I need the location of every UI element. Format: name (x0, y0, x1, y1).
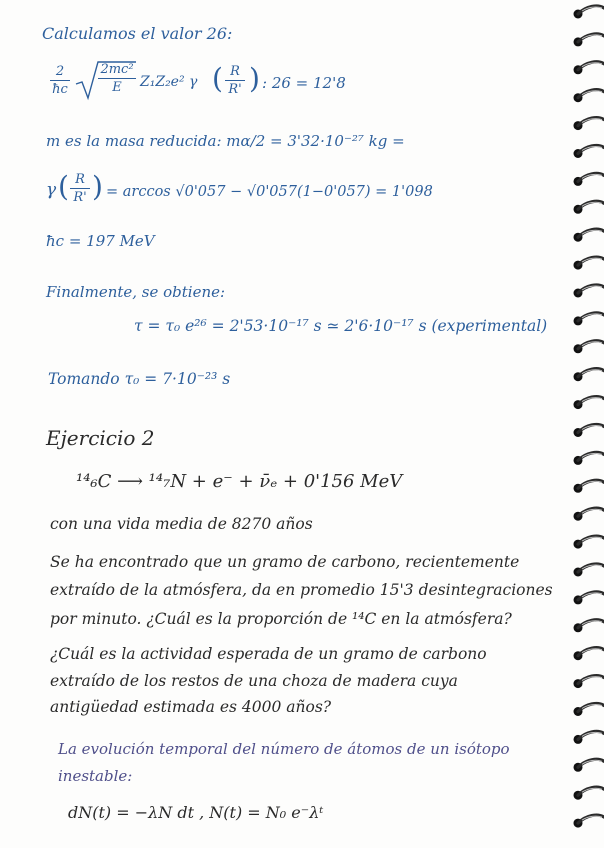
question-1-line-3: por minuto. ¿Cuál es la proporción de ¹⁴C en la atmósfera? (50, 610, 512, 628)
formula-middle: Z₁Z₂e² γ (140, 74, 198, 90)
spiral-ring (574, 6, 604, 19)
formula-denominator: ħc (52, 82, 68, 98)
sqrt-denominator: E (112, 80, 122, 96)
spiral-ring (574, 676, 604, 689)
line-hbar-c: ħc = 197 MeV (46, 232, 155, 250)
spiral-ring (574, 90, 604, 103)
spiral-ring (574, 118, 604, 131)
decay-reaction: ¹⁴₆C ⟶ ¹⁴₇N + e⁻ + ν̄ₑ + 0'156 MeV (76, 471, 403, 492)
spiral-ring (574, 536, 604, 549)
spiral-ring (574, 704, 604, 717)
spiral-ring (574, 285, 604, 298)
spiral-ring (574, 620, 604, 633)
line-calculate-value: Calculamos el valor 26: (42, 24, 233, 43)
sqrt-fraction (98, 62, 136, 95)
line-lifetime-result: τ = τ₀ e²⁶ = 2'53·10⁻¹⁷ s ≃ 2'6·10⁻¹⁷ s (experimental) (134, 317, 548, 335)
frac-r-prime: R' (228, 82, 242, 98)
paren-open: ( (212, 62, 223, 95)
question-2-line-2: extraído de los restos de una choza de madera cuya (50, 672, 458, 690)
spiral-ring (574, 508, 604, 521)
question-2-line-3: antigüedad estimada es 4000 años? (50, 698, 332, 716)
question-1-line-2: extraído de la atmósfera, da en promedio 15'3 desintegraciones (50, 581, 553, 599)
spiral-ring (574, 146, 604, 159)
spiral-ring (574, 397, 604, 410)
spiral-ring (574, 564, 604, 577)
gamma-symbol: γ (46, 180, 57, 200)
paren-close: ) (249, 62, 260, 95)
spiral-ring (574, 480, 604, 493)
decay-law-equations: dN(t) = −λN dt , N(t) = N₀ e⁻λᵗ (68, 803, 324, 822)
spiral-ring (574, 425, 604, 438)
heading-exercise-2: Ejercicio 2 (46, 426, 155, 450)
paren-open-2: ( (58, 170, 69, 203)
spiral-binding (564, 0, 604, 848)
spiral-ring (574, 369, 604, 382)
spiral-ring (574, 787, 604, 800)
decay-law-intro-1: La evolución temporal del número de átomos de un isótopo (58, 740, 510, 758)
line-reduced-mass: m es la masa reducida: mα/2 = 3'32·10⁻²⁷ kg = (46, 132, 405, 150)
spiral-ring (574, 313, 604, 326)
spiral-ring (574, 62, 604, 75)
formula-result: : 26 = 12'8 (262, 74, 346, 92)
frac-r: R (230, 64, 240, 79)
formula-numerator: 2 (55, 64, 65, 79)
spiral-ring (574, 173, 604, 186)
question-1-line-1: Se ha encontrado que un gramo de carbono, recientemente (50, 553, 520, 571)
formula-r-over-r-prime (225, 64, 245, 97)
spiral-ring (574, 731, 604, 744)
gamma-frac-r: R (75, 172, 85, 187)
spiral-ring (574, 229, 604, 242)
decay-law-intro-2: inestable: (58, 767, 133, 785)
spiral-ring (574, 452, 604, 465)
question-2-line-1: ¿Cuál es la actividad esperada de un gramo de carbono (50, 645, 487, 663)
line-mean-life: con una vida media de 8270 años (50, 515, 313, 533)
line-taking-tau0: Tomando τ₀ = 7·10⁻²³ s (48, 370, 231, 388)
sqrt-numerator: 2mc² (100, 62, 134, 77)
spiral-ring (574, 815, 604, 828)
spiral-ring (574, 759, 604, 772)
line-finally: Finalmente, se obtiene: (46, 283, 226, 301)
spiral-ring (574, 257, 604, 270)
spiral-ring (574, 592, 604, 605)
spiral-ring (574, 34, 604, 46)
spiral-ring (574, 341, 604, 354)
gamma-r-over-r-prime (70, 172, 90, 205)
formula-fraction-2-over-hc (50, 64, 70, 97)
paren-close-2: ) (92, 170, 103, 203)
line-gamma-value: = arccos √0'057 − √0'057(1−0'057) = 1'098 (106, 184, 433, 200)
spiral-ring (574, 201, 604, 214)
spiral-ring (574, 648, 604, 661)
gamma-frac-r-prime: R' (73, 190, 87, 206)
